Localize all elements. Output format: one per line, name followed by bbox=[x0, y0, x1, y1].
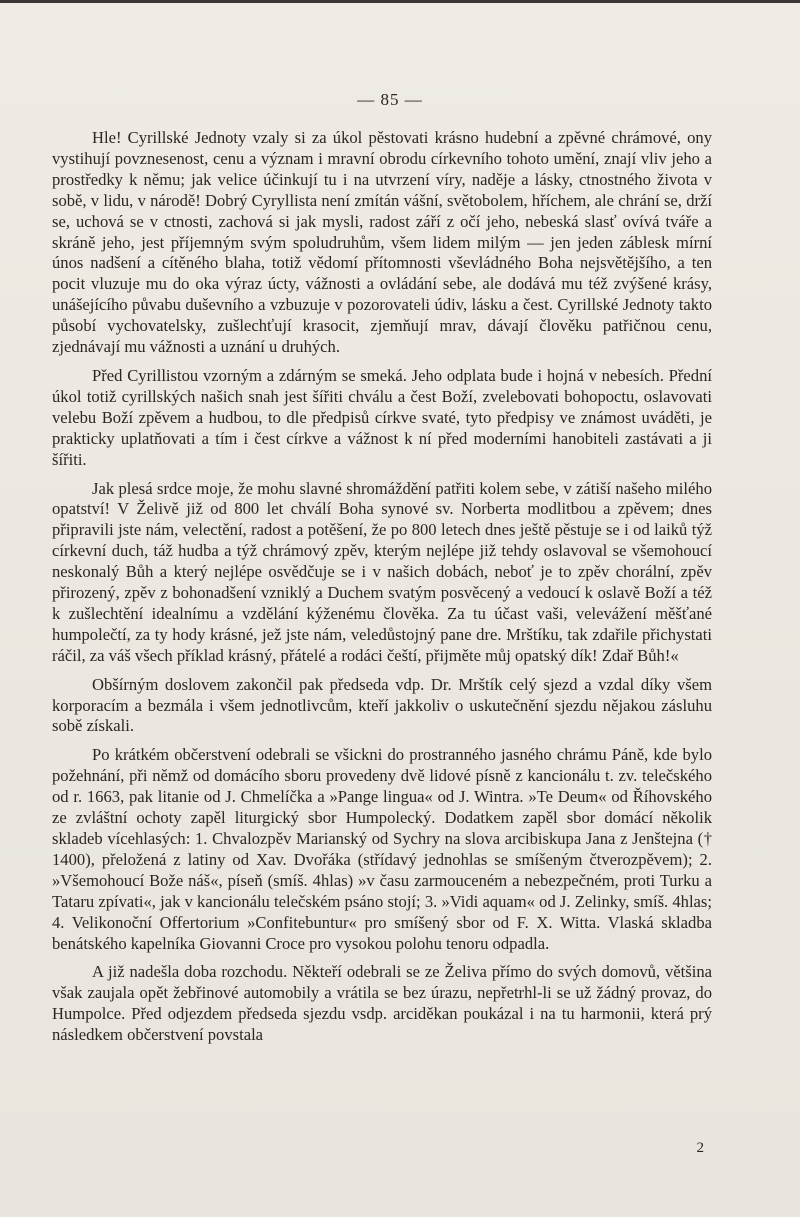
signature-mark: 2 bbox=[696, 1140, 704, 1156]
paragraph: A již nadešla doba rozchodu. Někteří odebrali se ze Želiva přímo do svých domovů, většina však zaujala opět žebřinové automobily a vrátila se bez úrazu, nepřetrhl-li se už žádný provaz, do Humpolce. Před odjezdem předseda sjezdu vsdp. arciděkan poukázal i na tu harmonii, která prý následkem občerstvení povstala bbox=[52, 962, 712, 1045]
body-text bbox=[52, 128, 712, 1054]
paragraph: Jak plesá srdce moje, že mohu slavné shromáždění patřiti kolem sebe, v zátiší našeho milého opatství! V Želivě již od 800 let chválí Boha synové sv. Norberta modlitbou a zpěvem; dnes připravili jste nám, velectění, radost a potěšení, že po 800 letech dnes ještě pěstuje se i od laiků týž církevní duch, táž hudba a týž chrámový zpěv, kterým nejlépe již tehdy oslavoval se všemohoucí neskonalý Bůh a který nejlépe osvědčuje se i v našich dobách, neboť je to zpěv chorální, zpěv přirozený, zpěv z bohonadšení vzniklý a Duchem svatým posvěcený a vedoucí k oslavě Boží a též k zušlechtění idealnímu a vzdělání kýženému člověka. Za tu účast vaši, velevážení měšťané humpolečtí, za ty hody krásné, jež jste nám, veledůstojný pane dre. Mrštíku, tak zdařile přichystati ráčil, za váš všech příklad krásný, přátelé a rodáci čeští, přijměte můj opatský dík! Zdař Bůh!« bbox=[52, 478, 712, 665]
top-border-rule bbox=[0, 0, 800, 3]
paragraph: Hle! Cyrillské Jednoty vzaly si za úkol pěstovati krásno hudební a zpěvné chrámové, ony vystihují povznesenost, cenu a význam i mravní obrodu církevního tohoto umění, znají vliv jeho a prostředky k němu; jak velice účinkují tu i na utvrzení víry, naděje a lásky, ctnostného života v sobě, v lidu, v národě! Dobrý Cyryllista není zmítán vášní, světobolem, hříchem, ale chrání se, drží se, uchová se v ctnosti, zachová si jak mysli, radost září z očí jeho, nebeská slasť ovívá tváře a skráně jeho, jest příjemným svým spoludruhům, všem lidem milým — jen jeden záblesk mírní únos nadšení a cítěného blaha, totiž vědomí přítomnosti vševládného Boha nejsvětějšího, a ten pocit vluzuje mu do oka výraz úcty, vážnosti a ovládání sebe, ale dodává mu též zvýšené krásy, unášejícího půvabu duševního a vzbuzuje v pozorovateli údiv, lásku a čest. Cyrillské Jednoty takto působí vychovatelsky, zušlechťují krasocit, zjemňují mrav, dávají člověku patřičnou cenu, zjednávají mu vážnosti a uznání u druhých. bbox=[52, 128, 712, 357]
paragraph: Po krátkém občerstvení odebrali se všickni do prostranného jasného chrámu Páně, kde bylo požehnání, při němž od domácího sboru provedeny dvě lidové písně z kancionálu t. zv. telečského od r. 1663, pak litanie od J. Chmelíčka a »Pange lingua« od J. Wintra. »Te Deum« od Říhovského ze zvláštní ochoty zapěl liturgický sbor Humpolecký. Dodatkem zapěl sbor domácí několik skladeb vícehlasých: 1. Chvalozpěv Marianský od Sychry na slova arcibiskupa Jana z Jenštejna († 1400), přeložená z latiny od Xav. Dvořáka (střídavý jednohlas se smíšeným čtverozpěvem); 2. »Všemohoucí Bože náš«, píseň (smíš. 4hlas) »v času zarmouceném a nebezpečném, proti Turku a Tataru zpívati«, jak v kancionálu telečském psáno stojí; 3. »Vidi aquam« od J. Zelinky, smíš. 4hlas; 4. Velikonoční Offertorium »Confitebuntur« pro smíšený sbor od F. X. Witta. Vlaská skladba benátského kapelníka Giovanni Croce pro vysokou polohu tenoru odpadla. bbox=[52, 745, 712, 953]
paragraph: Obšírným doslovem zakončil pak předseda vdp. Dr. Mrštík celý sjezd a vzdal díky všem korporacím a bezmála i všem jednotlivcům, kteří jakkoliv o uskutečnění sjezdu nějakou zásluhu sobě získali. bbox=[52, 674, 712, 736]
paragraph: Před Cyrillistou vzorným a zdárným se smeká. Jeho odplata bude i hojná v nebesích. Přední úkol totiž cyrillských našich snah jest šířiti chválu a čest Boží, zvelebovati bohopoctu, oslavovati velebu Boží zpěvem a hudbou, to dle předpisů církve svaté, tyto předpisy ve známost uváděti, je prakticky uplatňovati a tím i čest církve a vážnost k ní před moderními hanobiteli zastávati a ji šířiti. bbox=[52, 365, 712, 469]
page-number: — 85 — bbox=[357, 90, 423, 109]
